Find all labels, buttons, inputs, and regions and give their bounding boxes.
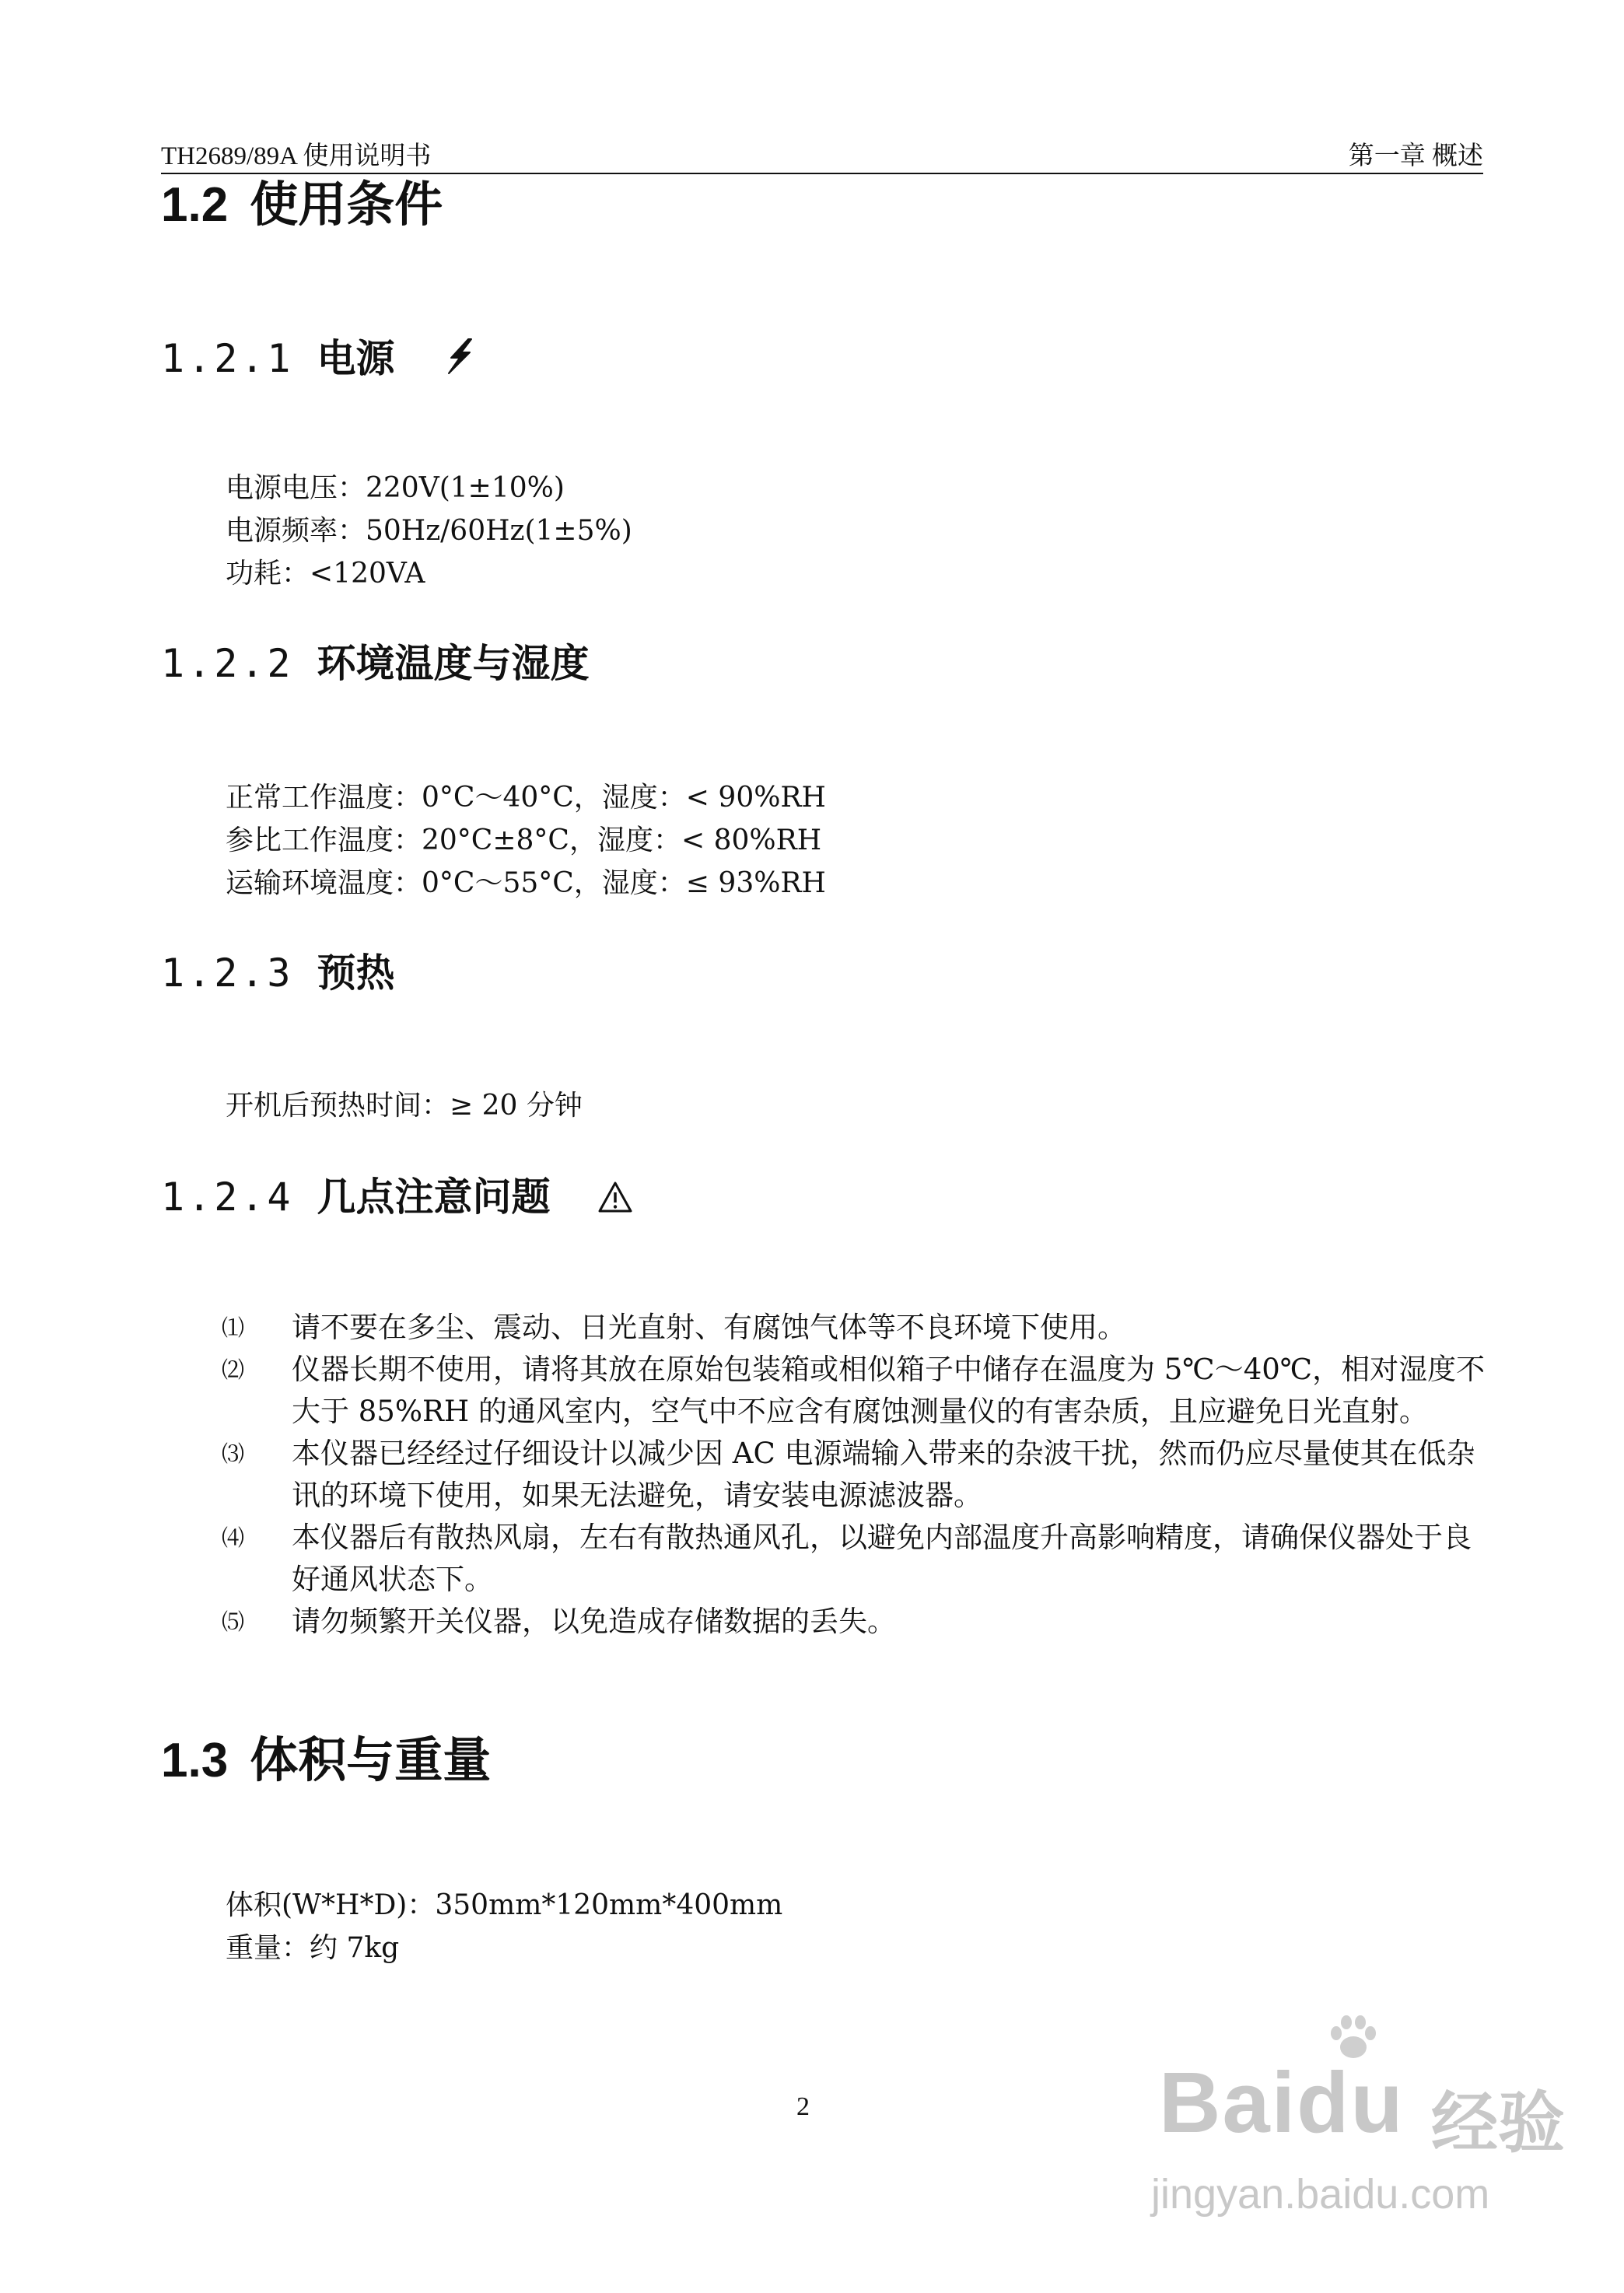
list-item [222,1517,1486,1601]
list-item [222,1349,1486,1433]
section-1-3-heading [161,1733,491,1789]
section-number: 1.2.4 [161,1175,294,1220]
section-title: 体积与重量 [250,1734,492,1787]
spec-line: 运输环境温度：0°C～55°C，湿度：≤ 93%RH [226,867,826,899]
item-text: 请勿频繁开关仪器，以免造成存储数据的丢失。 [292,1605,896,1638]
section-1-2-2-heading [161,639,590,688]
list-item [222,1307,1486,1349]
item-number: ⑵ [222,1357,245,1383]
lightning-icon [442,337,476,387]
spec-line: 开机后预热时间：≥ 20 分钟 [226,1090,583,1122]
item-text: 请不要在多尘、震动、日光直射、有腐蚀气体等不良环境下使用。 [292,1311,1126,1344]
item-text: 本仪器后有散热风扇，左右有散热通风孔，以避免内部温度升高影响精度，请确保仪器处于良好通风状态下。 [292,1521,1472,1596]
page-number: 2 [796,2092,810,2121]
spec-line: 电源频率：50Hz/60Hz(1±5%) [226,515,632,547]
section-title: 电源 [317,336,395,381]
warmup-spec-block [226,1084,583,1127]
section-1-2-heading [161,177,443,233]
spec-line: 参比工作温度：20°C±8°C，湿度：< 80%RH [226,824,822,856]
power-spec-block [226,467,632,595]
spec-line: 体积(W*H*D)：350mm*120mm*400mm [226,1889,783,1921]
section-number: 1.2.2 [161,641,294,686]
watermark-brand-cn: 经验 [1431,2086,1565,2161]
watermark-brand: Baidu [1159,2055,1405,2151]
section-1-2-1-heading [161,334,476,387]
spec-line: 重量：约 7kg [226,1932,400,1964]
section-number: 1.2.1 [161,336,294,381]
header-chapter: 第一章 概述 [1348,142,1483,170]
environment-spec-block [226,776,826,905]
section-title: 预热 [317,950,395,996]
item-number: ⑸ [222,1609,245,1635]
section-title: 几点注意问题 [317,1175,551,1220]
section-title: 环境温度与湿度 [317,641,590,686]
item-number: ⑷ [222,1525,245,1551]
section-title: 使用条件 [250,178,443,232]
warning-icon [597,1176,633,1224]
spec-line: 电源电压：220V(1±10%) [226,472,565,504]
spec-line: 功耗：<120VA [226,558,425,590]
list-item [222,1433,1486,1517]
spec-line: 正常工作温度：0°C～40°C，湿度：< 90%RH [226,782,826,814]
notes-list [222,1307,1486,1643]
item-number: ⑶ [222,1441,245,1467]
section-number: 1.2.3 [161,950,294,996]
item-number: ⑴ [222,1315,245,1341]
watermark-url: jingyan.baidu.com [1151,2171,1490,2218]
section-1-2-3-heading [161,949,395,997]
section-number: 1.3 [161,1734,229,1787]
dimensions-spec-block [226,1884,782,1969]
header-doc-title: TH2689/89A 使用说明书 [161,142,432,170]
item-text: 本仪器已经经过仔细设计以减少因 AC 电源端输入带来的杂波干扰，然而仍应尽量使其在低杂讯的环境下使用，如果无法避免，请安装电源滤波器。 [292,1437,1475,1512]
section-number: 1.2 [161,178,229,232]
page-header [161,134,1483,174]
section-1-2-4-heading [161,1173,633,1224]
list-item [222,1601,1486,1643]
baidu-watermark [1136,2007,1571,2240]
item-text: 仪器长期不使用，请将其放在原始包装箱或相似箱子中储存在温度为 5℃～40℃，相对湿度不大于 85%RH 的通风室内，空气中不应含有腐蚀测量仪的有害杂质，且应避免日光直射。 [292,1353,1486,1428]
